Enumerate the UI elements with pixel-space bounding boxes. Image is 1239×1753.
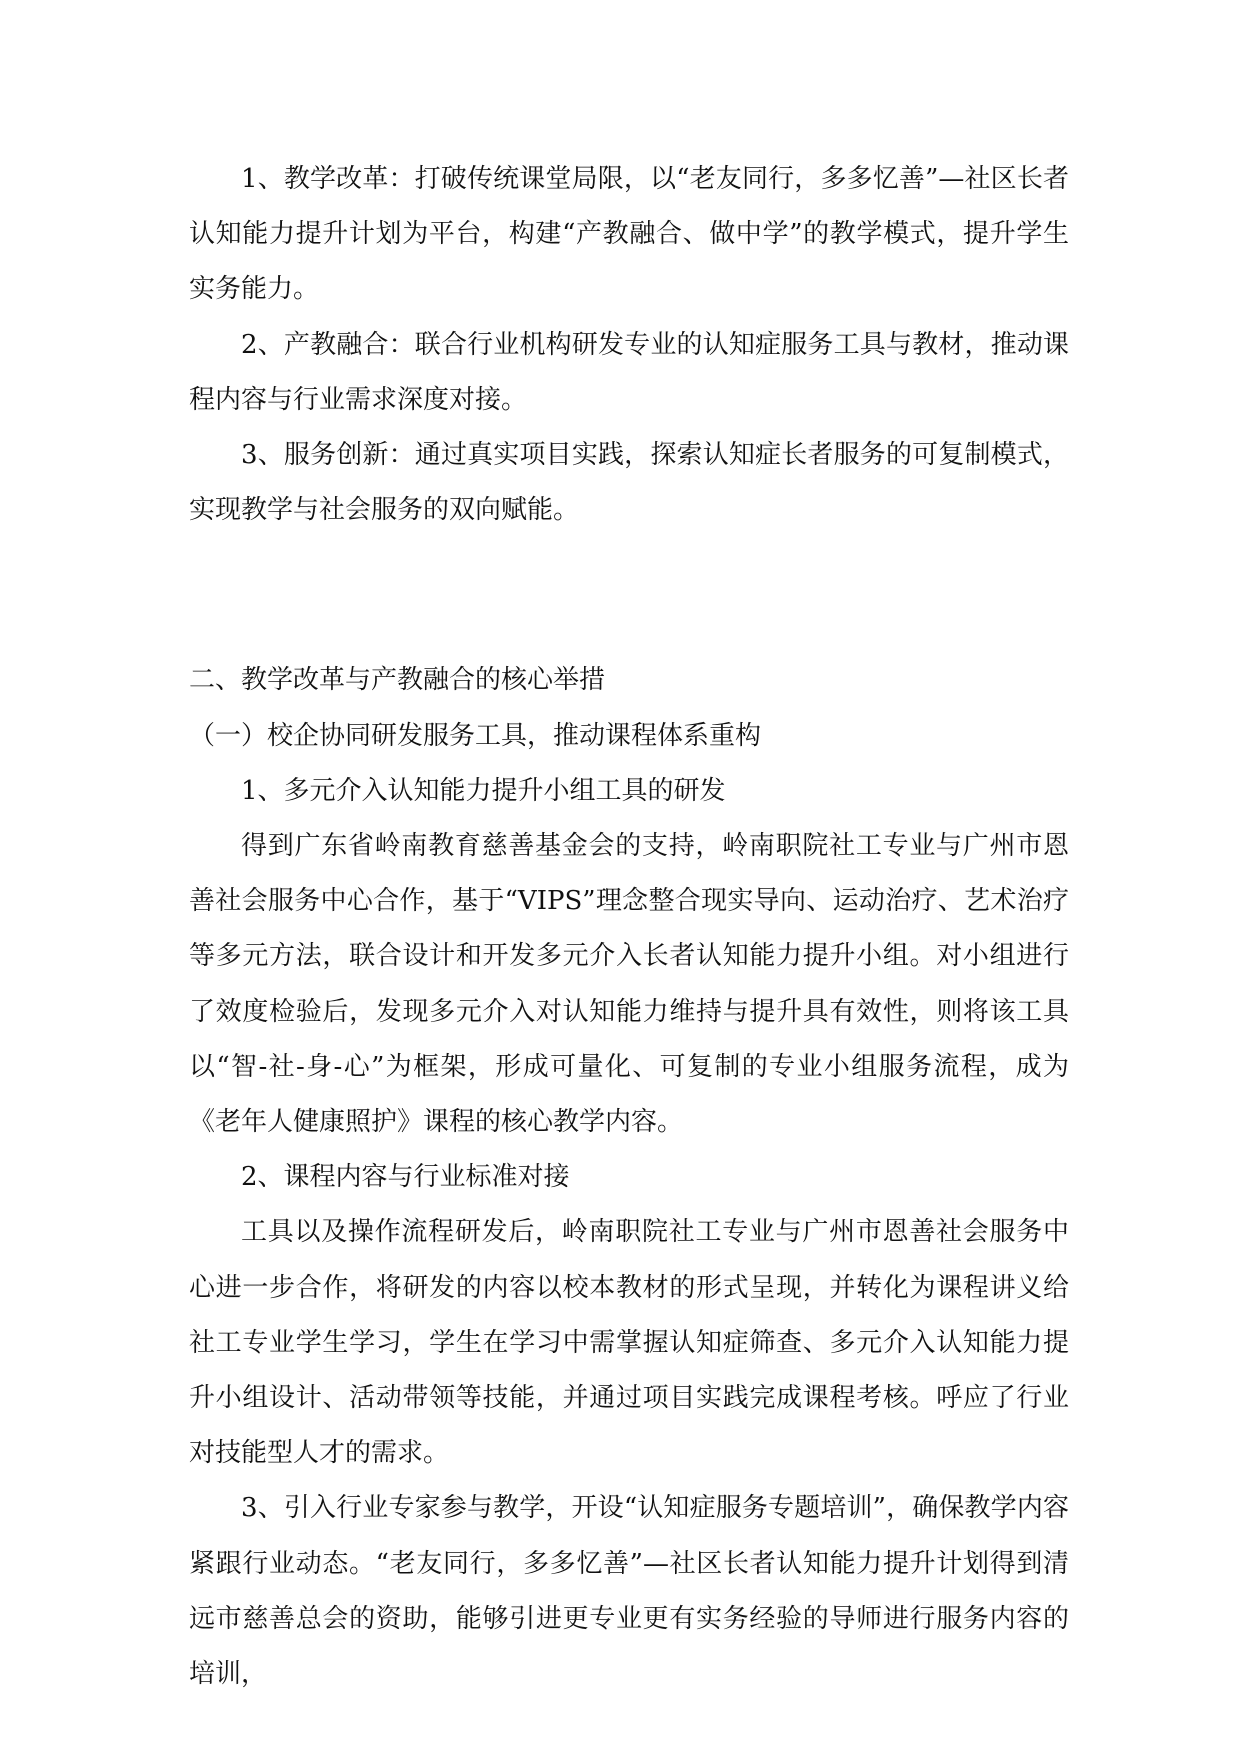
item-1-heading: 1、多元介入认知能力提升小组工具的研发 [241, 775, 726, 806]
item-3-body: 3、引入行业专家参与教学，开设“认知症服务专题培训”，确保教学内容紧跟行业动态。“老友同行，多多忆善”—社区长者认知能力提升计划得到清远市慈善总会的资助，能够引进更专业更有实务经验的导师进行服务内容的培训， [189, 1493, 1069, 1690]
subsection-1-heading: （一）校企协同研发服务工具，推动课程体系重构 [189, 720, 762, 751]
goal-service-innovation: 3、服务创新：通过真实项目实践，探索认知症长者服务的可复制模式，实现教学与社会服务的双向赋能。 [189, 440, 1069, 526]
section-spacer [189, 538, 1069, 653]
item-2-heading: 2、课程内容与行业标准对接 [241, 1162, 570, 1193]
goal-industry-integration: 2、产教融合：联合行业机构研发专业的认知症服务工具与教材，推动课程内容与行业需求深度对接。 [189, 329, 1069, 415]
item-1-body: 得到广东省岭南教育慈善基金会的支持，岭南职院社工专业与广州市恩善社会服务中心合作，基于“VIPS”理念整合现实导向、运动治疗、艺术治疗等多元方法，联合设计和开发多元介入长者认知能力提升小组。对小组进行了效度检验后，发现多元介入对认知能力维持与提升具有效性，则将该工具以“智-社-身-心”为框架，形成可量化、可复制的专业小组服务流程，成为《老年人健康照护》课程的核心教学内容。 [189, 831, 1069, 1138]
document-body [189, 152, 1069, 1702]
item-2-body: 工具以及操作流程研发后，岭南职院社工专业与广州市恩善社会服务中心进一步合作，将研发的内容以校本教材的形式呈现，并转化为课程讲义给社工专业学生学习，学生在学习中需掌握认知症筛查、多元介入认知能力提升小组设计、活动带领等技能，并通过项目实践完成课程考核。呼应了行业对技能型人才的需求。 [189, 1217, 1069, 1469]
section-2-heading: 二、教学改革与产教融合的核心举措 [189, 665, 606, 696]
goal-teaching-reform: 1、教学改革：打破传统课堂局限，以“老友同行，多多忆善”—社区长者认知能力提升计划为平台，构建“产教融合、做中学”的教学模式，提升学生实务能力。 [189, 164, 1069, 305]
